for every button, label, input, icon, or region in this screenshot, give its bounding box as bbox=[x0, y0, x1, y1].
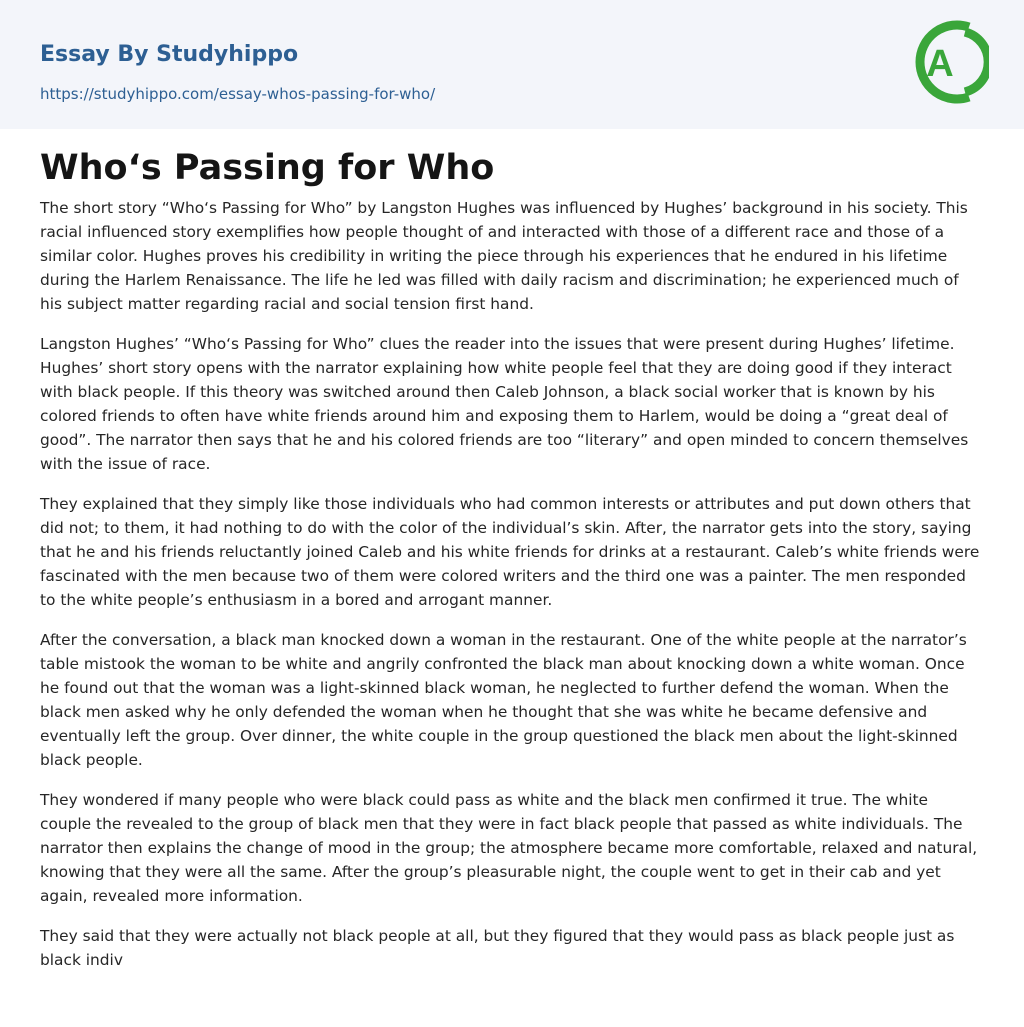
studyhippo-logo-icon bbox=[907, 18, 989, 106]
article-title: Who‘s Passing for Who bbox=[40, 148, 495, 188]
paragraph-3: They explained that they simply like those individuals who had common interests or attributes and put down others that did not; to them, it had nothing to do with the color of the individual’s skin. After, the narrator gets into the story, saying that he and his friends reluctantly joined Caleb and his white friends for drinks at a restaurant. Caleb’s white friends were fascinated with the men because two of them were colored writers and the third one was a painter. The men responded to the white people’s enthusiasm in a bored and arrogant manner. bbox=[40, 495, 980, 609]
site-title: Essay By Studyhippo bbox=[40, 42, 299, 67]
paragraph-2: Langston Hughes’ “Who‘s Passing for Who” clues the reader into the issues that were present during Hughes’ lifetime. Hughes’ short story opens with the narrator explaining how white people feel that they are doing good if they interact with black people. If this theory was switched around then Caleb Johnson, a black social worker that is known by his colored friends to often have white friends around him and exposing them to Harlem, would be doing a “great deal of good”. The narrator then says that he and his colored friends are too “literary” and open minded to concern themselves with the issue of race. bbox=[40, 335, 969, 473]
essay-url-link[interactable]: https://studyhippo.com/essay-whos-passing-for-who/ bbox=[40, 85, 436, 103]
paragraph-1: The short story “Who‘s Passing for Who” by Langston Hughes was influenced by Hughes’ background in his society. This racial influenced story exemplifies how people thought of and interacted with those of a different race and those of a similar color. Hughes proves his credibility in writing the piece through his experiences that he endured in his lifetime during the Harlem Renaissance. The life he led was filled with daily racism and discrimination; he experienced much of his subject matter regarding racial and social tension first hand. bbox=[40, 199, 968, 313]
article bbox=[40, 146, 984, 988]
logo-letter: A bbox=[926, 43, 954, 85]
paragraph-4: After the conversation, a black man knocked down a woman in the restaurant. One of the white people at the narrator’s table mistook the woman to be white and angrily confronted the black man about knocking down a white woman. Once he found out that the woman was a light-skinned black woman, he neglected to further defend the woman. When the black men asked why he only defended the woman when he thought that she was white he became defensive and eventually left the group. Over dinner, the white couple in the group questioned the black men about the light-skinned black people. bbox=[40, 631, 967, 769]
paragraph-6: They said that they were actually not black people at all, but they figured that they would pass as black people just as black indiv bbox=[40, 927, 955, 969]
paragraph-5: They wondered if many people who were black could pass as white and the black men confirmed it true. The white couple the revealed to the group of black men that they were in fact black people that passed as white individuals. The narrator then explains the change of mood in the group; the atmosphere became more comfortable, relaxed and natural, knowing that they were all the same. After the group’s pleasurable night, the couple went to get in their cab and yet again, revealed more information. bbox=[40, 791, 978, 905]
page-header bbox=[0, 0, 1024, 129]
